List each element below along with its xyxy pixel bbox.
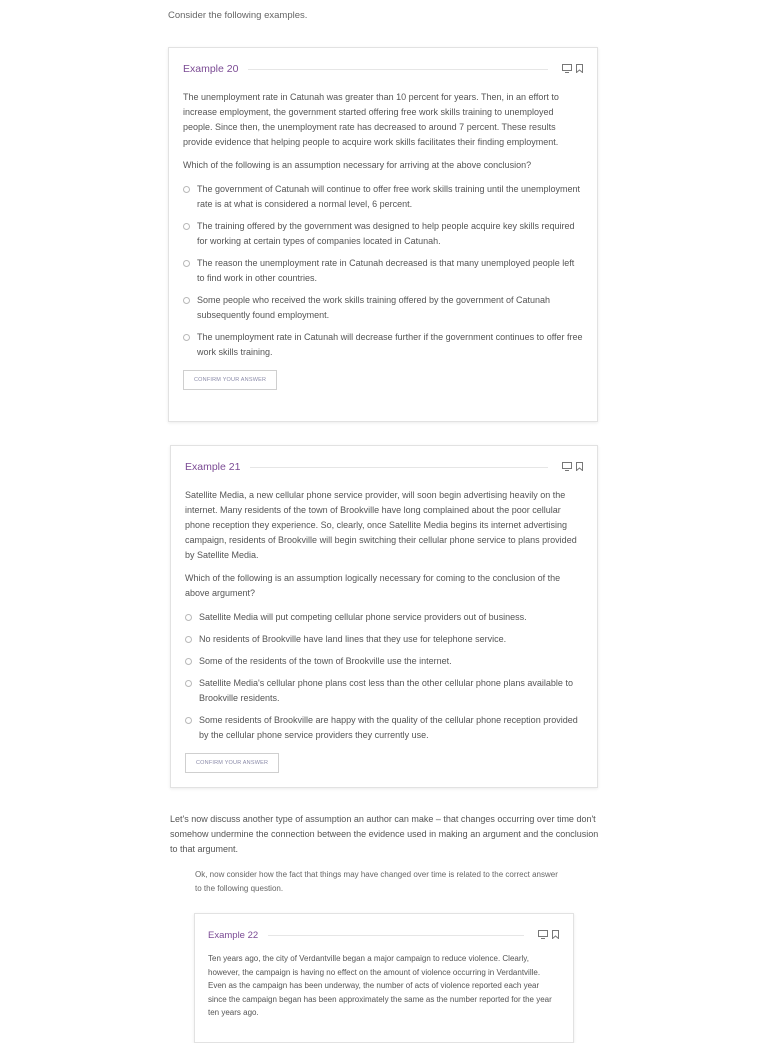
card-actions <box>538 926 559 944</box>
intro-text: Consider the following examples. <box>168 10 308 21</box>
answer-option[interactable] <box>183 219 583 249</box>
radio-button[interactable] <box>183 223 190 230</box>
radio-button[interactable] <box>185 636 192 643</box>
card-actions <box>562 60 583 78</box>
radio-button[interactable] <box>185 658 192 665</box>
explanation-paragraph: Let's now discuss another type of assumption an author can make – that changes occurring over time don't somehow undermine the connection between the evidence used in making an argument and the conclusion to that argument. <box>170 814 599 854</box>
answer-option[interactable] <box>185 610 583 625</box>
radio-button[interactable] <box>183 186 190 193</box>
option-label: Satellite Media will put competing cellular phone service providers out of business. <box>199 612 527 622</box>
example-title: Example 21 <box>185 461 241 473</box>
divider <box>250 467 548 468</box>
radio-button[interactable] <box>183 297 190 304</box>
radio-button[interactable] <box>185 680 192 687</box>
passage-text: Satellite Media, a new cellular phone service provider, will soon begin advertising heavily on the internet. Many residents of the town of Brookville have long complained about the poor cellular phone reception they experience. So, clearly, once Satellite Media begins its internet advertising campaign, residents of Brookville will begin switching their cellular phone service to plans provided by Satellite Media. <box>185 490 577 560</box>
question-text: Which of the following is an assumption necessary for arriving at the above conclusion? <box>183 160 532 170</box>
answer-option[interactable] <box>185 713 583 743</box>
option-label: The government of Catunah will continue to offer free work skills training until the unemployment rate is at what is considered a normal level, 6 percent. <box>197 184 581 209</box>
example-card <box>170 445 598 788</box>
answer-option[interactable] <box>185 654 583 669</box>
example-card <box>168 47 598 422</box>
option-label: Some of the residents of the town of Brookville use the internet. <box>199 656 452 666</box>
bookmark-icon[interactable] <box>576 458 583 476</box>
option-label: Satellite Media's cellular phone plans cost less than the other cellular phone plans available to Brookville residents. <box>199 678 573 703</box>
divider <box>248 69 548 70</box>
option-label: Some residents of Brookville are happy with the quality of the cellular phone reception provided by the cellular phone service providers they currently use. <box>199 715 578 740</box>
divider <box>268 935 524 936</box>
answer-option[interactable] <box>185 632 583 647</box>
option-label: No residents of Brookville have land lines that they use for telephone service. <box>199 634 507 644</box>
answer-option[interactable] <box>183 293 583 323</box>
monitor-icon[interactable] <box>538 926 548 944</box>
radio-button[interactable] <box>185 717 192 724</box>
monitor-icon[interactable] <box>562 60 572 78</box>
answer-option[interactable] <box>183 182 583 212</box>
monitor-icon[interactable] <box>562 458 572 476</box>
example-title: Example 22 <box>208 929 259 941</box>
passage-text: The unemployment rate in Catunah was greater than 10 percent for years. Then, in an effort to increase employment, the government started offering free work skills training to unemployed people. Since then, the unemployment rate has decreased to around 7 percent. These results provide evidence that helping people to acquire work skills facilitates their finding employment. <box>183 92 559 147</box>
bookmark-icon[interactable] <box>576 60 583 78</box>
question-text: Which of the following is an assumption logically necessary for coming to the conclusion of the above argument? <box>185 573 561 598</box>
card-header <box>183 62 583 76</box>
passage-text: Ten years ago, the city of Verdantville began a major campaign to reduce violence. Clearly, however, the campaign is having no effect on the amount of violence occurring in Verdantville. Even as the campaign has been underway, the number of acts of violence reported each year since the campaign began has been approximately the same as the number reported for the year ten years ago. <box>208 954 552 1017</box>
answer-option[interactable] <box>185 676 583 706</box>
answer-options <box>185 610 583 743</box>
instruction-paragraph: Ok, now consider how the fact that things may have changed over time is related to the correct answer to the following question. <box>195 870 558 893</box>
answer-option[interactable] <box>183 330 583 360</box>
option-label: The reason the unemployment rate in Catunah decreased is that many unemployed people left to find work in other countries. <box>197 258 575 283</box>
radio-button[interactable] <box>185 614 192 621</box>
answer-options <box>183 182 583 360</box>
answer-option[interactable] <box>183 256 583 286</box>
option-label: The training offered by the government was designed to help people acquire key skills required for working at certain types of companies located in Catunah. <box>197 221 575 246</box>
radio-button[interactable] <box>183 260 190 267</box>
card-header <box>185 460 583 474</box>
radio-button[interactable] <box>183 334 190 341</box>
card-header <box>208 928 559 942</box>
card-actions <box>562 458 583 476</box>
confirm-answer-button[interactable]: CONFIRM YOUR ANSWER <box>185 753 279 773</box>
example-title: Example 20 <box>183 63 239 75</box>
option-label: Some people who received the work skills training offered by the government of Catunah subsequently found employment. <box>197 295 551 320</box>
option-label: The unemployment rate in Catunah will decrease further if the government continues to offer free work skills training. <box>197 332 583 357</box>
confirm-answer-button[interactable]: CONFIRM YOUR ANSWER <box>183 370 277 390</box>
bookmark-icon[interactable] <box>552 926 559 944</box>
